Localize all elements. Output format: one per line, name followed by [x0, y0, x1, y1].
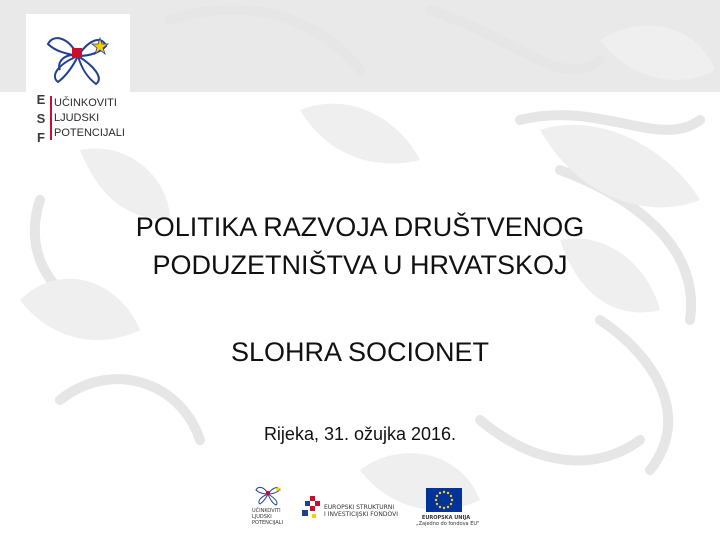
eu-line: EUROPSKA UNIJA [421, 515, 471, 521]
esf-tagline-line: LJUDSKI [54, 112, 100, 124]
esf-letter-f: F [37, 130, 45, 145]
esf-divider-line [50, 96, 52, 140]
date-line: Rijeka, 31. ožujka 2016. [263, 424, 457, 444]
esf-letter-e: E [36, 92, 46, 107]
eu-flag-icon [426, 488, 462, 512]
slide-title [60, 208, 660, 284]
esf-letters [35, 90, 47, 147]
footer-esf-line: LJUDSKI [252, 514, 272, 520]
structural-funds-line: I INVESTICIJSKI FONDOVI [324, 511, 398, 518]
footer-structural-funds-logo [300, 494, 400, 526]
esf-pinwheel-icon [38, 26, 122, 90]
esf-tagline [54, 96, 125, 141]
title-line: PODUZETNIŠTVA U HRVATSKOJ [152, 250, 568, 280]
esf-letter-s: S [36, 111, 46, 126]
footer-pinwheel-icon [250, 482, 292, 506]
title-line: POLITIKA RAZVOJA DRUŠTVENOG [135, 212, 585, 242]
footer-esf-line: POTENCIJALI [252, 520, 283, 526]
footer-esf-line: UČINKOVITI [252, 508, 281, 514]
slide-subtitle: SLOHRA SOCIONET [230, 337, 490, 367]
eu-line: „Zajedno do fondova EU" [416, 521, 480, 527]
footer-eu-logo [414, 488, 480, 530]
esf-tagline-line: UČINKOVITI [54, 97, 117, 109]
esf-tagline-line: POTENCIJALI [54, 127, 125, 139]
checkerboard-icon [300, 494, 322, 524]
footer-esf-logo [250, 482, 292, 534]
structural-funds-line: EUROPSKI STRUKTURNI [324, 504, 395, 511]
